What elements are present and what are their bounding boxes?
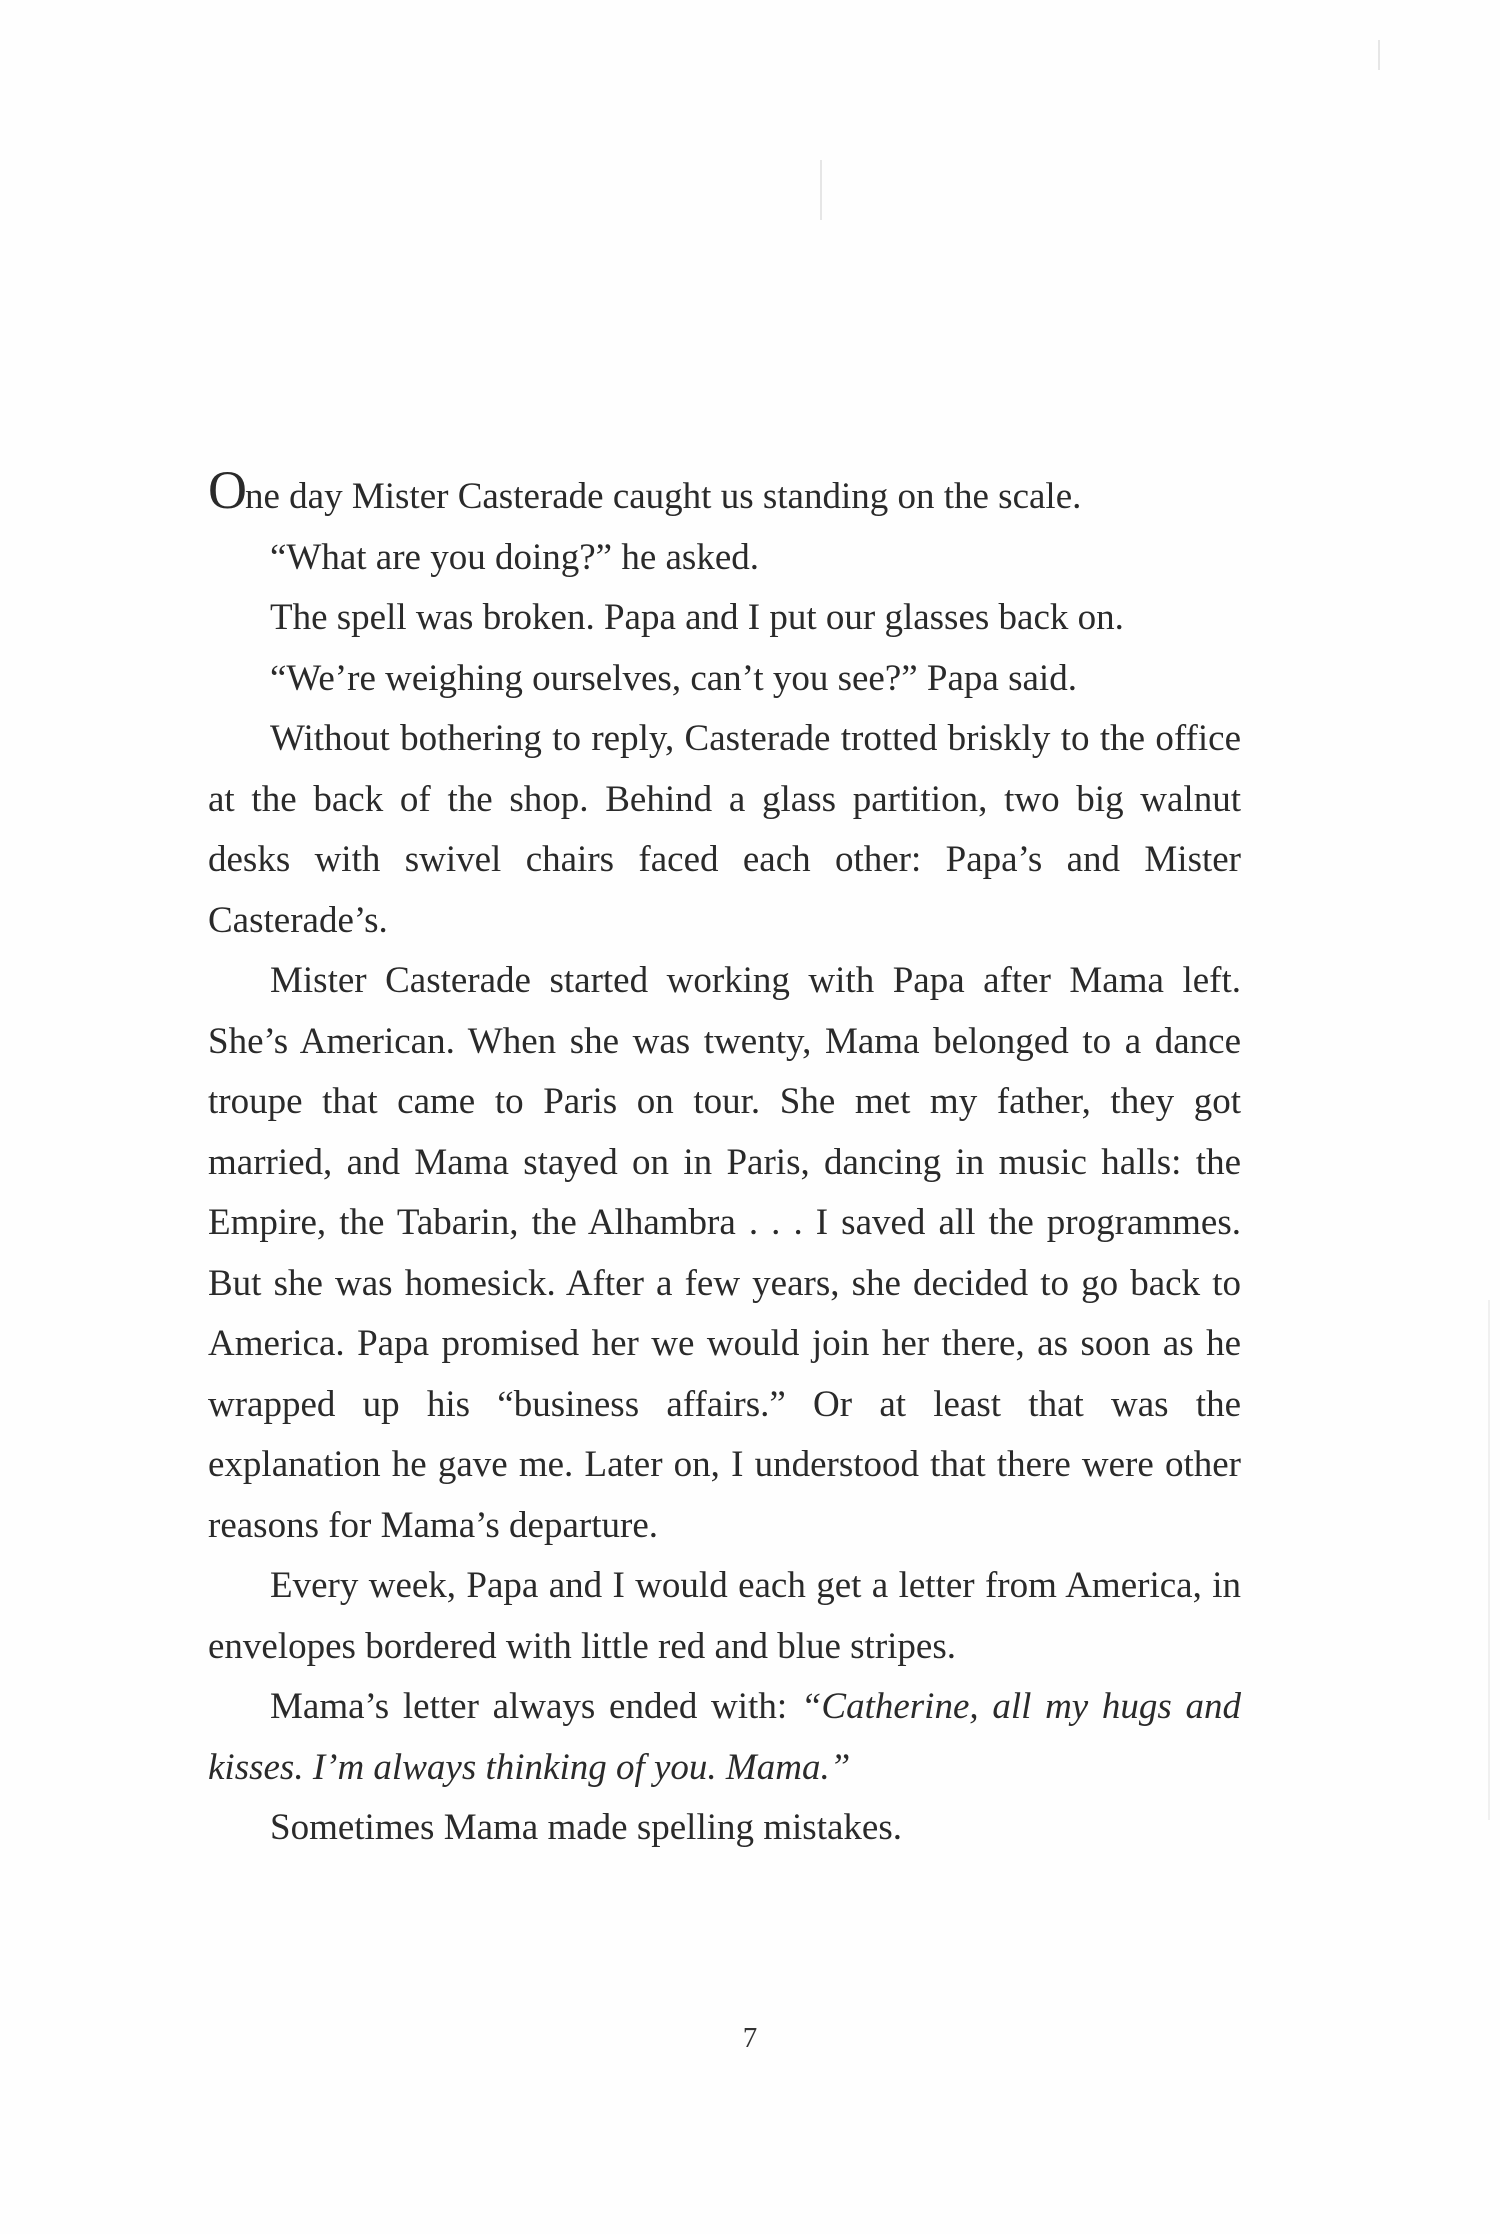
scan-artifact-mark: [820, 160, 822, 220]
paragraph: Sometimes Mama made spelling mistakes.: [270, 1807, 902, 1848]
body-text: [208, 460, 1241, 1859]
paragraph-opening: [208, 460, 1241, 528]
page-number: 7: [742, 2022, 758, 2054]
paragraph: Mister Casterade started working with Papa after Mama left. She’s American. When she was twenty, Mama belonged to a dance troupe that came to Paris on tour. She met my father, they got married, and Mama stayed on in Paris, dancing in music halls: the Empire, the Tabarin, the Alhambra . . . I saved all the programmes. But she was homesick. After a few years, she decided to go back to America. Papa promised her we would join her there, as soon as he wrapped up his “business affairs.” Or at least that was the explanation he gave me. Later on, I understood that there were other reasons for Mama’s departure.: [208, 960, 1241, 1546]
paragraph: Without bothering to reply, Casterade trotted briskly to the office at the back of the shop. Behind a glass partition, two big walnut desks with swivel chairs faced each other: Papa’s and Mister Casterade’s.: [208, 718, 1241, 941]
scan-artifact-mark: [1488, 1300, 1490, 1820]
drop-cap-letter: O: [208, 460, 245, 520]
paragraph: “We’re weighing ourselves, can’t you see?” Papa said.: [270, 657, 1077, 699]
scan-artifact-mark: [1378, 40, 1380, 70]
paragraph-text: ne day Mister Casterade caught us standing on the scale.: [245, 476, 1082, 517]
paragraph: “What are you doing?” he asked.: [270, 536, 760, 578]
paragraph-text: Mama’s letter always ended with:: [270, 1686, 801, 1727]
paragraph: The spell was broken. Papa and I put our glasses back on.: [270, 597, 1124, 638]
paragraph: Every week, Papa and I would each get a letter from America, in envelopes bordered with little red and blue stripes.: [208, 1565, 1241, 1667]
paragraph-letter-ending: [208, 1677, 1241, 1798]
letter-signoff-quote: “Catherine, all my hugs and kisses. I’m always thinking of you. Mama.”: [208, 1686, 1241, 1788]
